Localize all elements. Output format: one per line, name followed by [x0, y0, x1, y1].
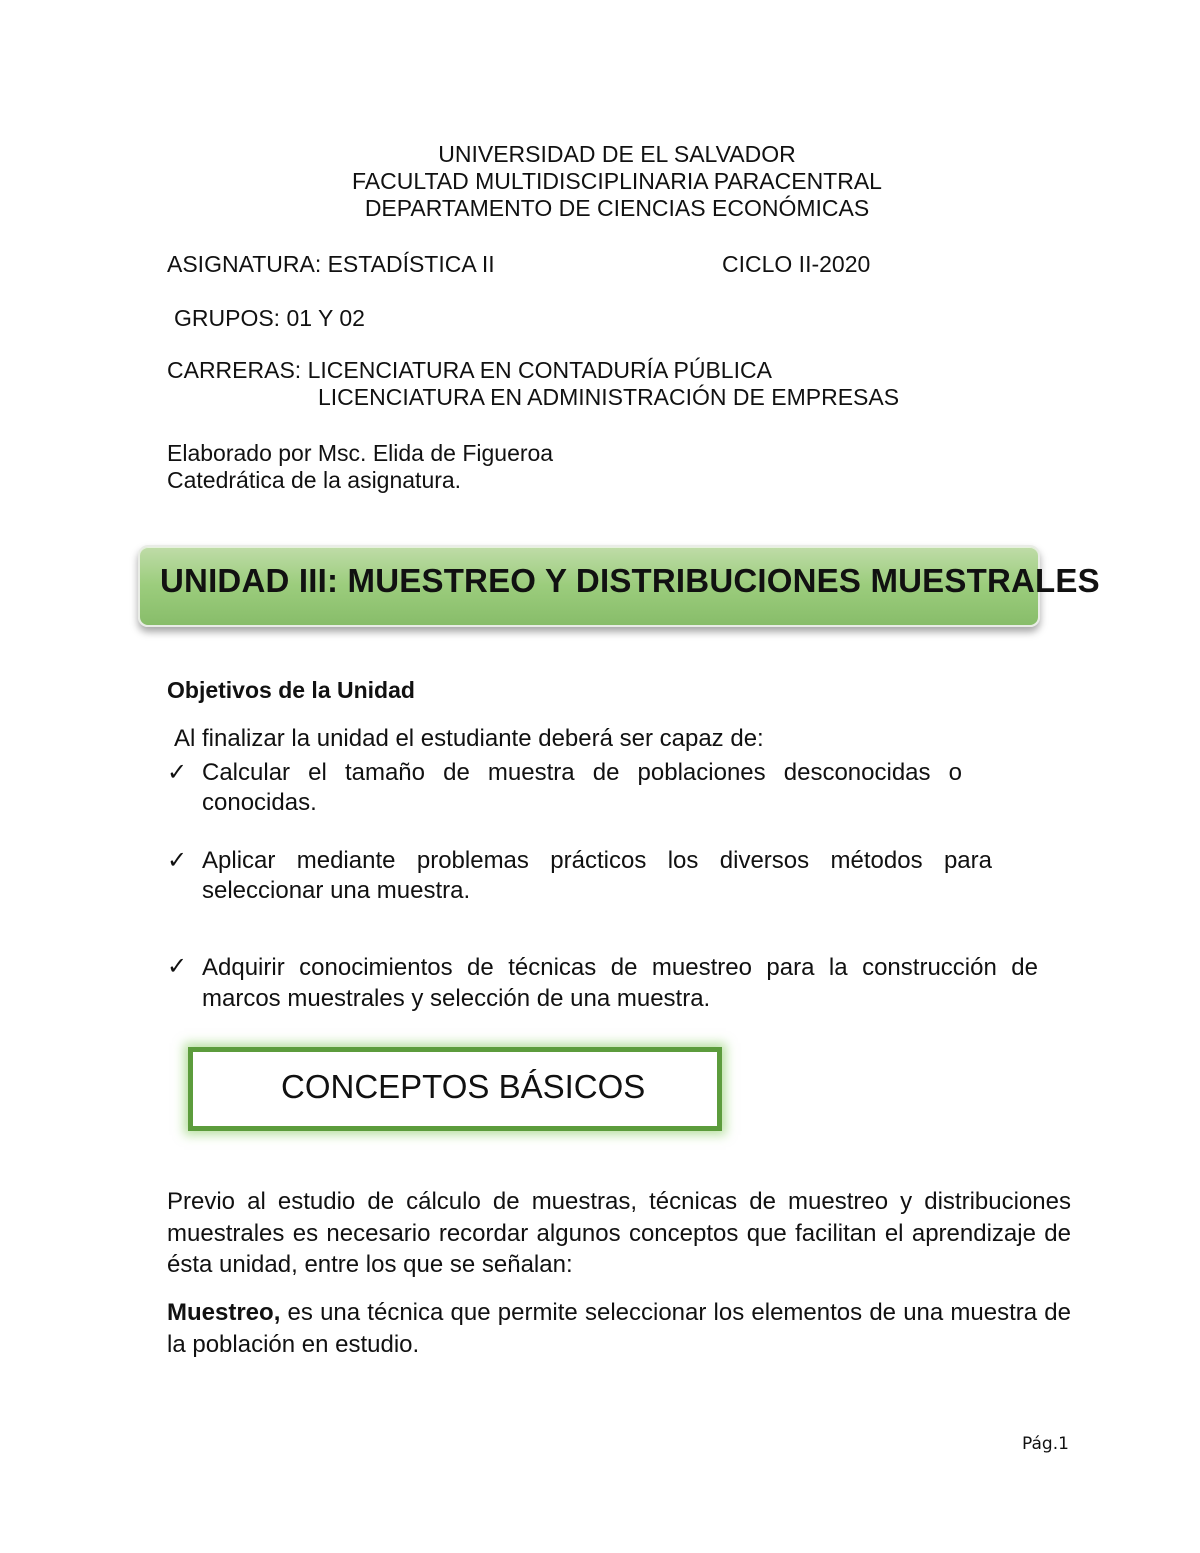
objectives-intro: Al finalizar la unidad el estudiante deberá ser capaz de:: [174, 725, 764, 752]
definition-paragraph: [167, 1297, 1071, 1360]
university-name: UNIVERSIDAD DE EL SALVADOR: [438, 141, 796, 167]
objective-item: Aplicar mediante problemas prácticos los diversos métodos para seleccionar una muestra.: [202, 847, 992, 904]
concepts-title: CONCEPTOS BÁSICOS: [281, 1068, 646, 1105]
author-line: Elaborado por Msc. Elida de Figueroa: [167, 440, 554, 466]
intro-paragraph: Previo al estudio de cálculo de muestras, técnicas de muestreo y distribuciones muestrales es necesario recordar algunos conceptos que facilitan el aprendizaje de ésta unidad, entre los que se señalan:: [167, 1188, 1071, 1278]
unit-title: UNIDAD III: MUESTREO Y DISTRIBUCIONES MUESTRALES: [160, 562, 1100, 599]
faculty-name: FACULTAD MULTIDISCIPLINARIA PARACENTRAL: [352, 168, 882, 194]
objective-item: Calcular el tamaño de muestra de poblaciones desconocidas o conocidas.: [202, 759, 962, 816]
careers-line: CARRERAS: LICENCIATURA EN CONTADURÍA PÚBLICA: [167, 357, 772, 383]
groups-line: GRUPOS: 01 Y 02: [174, 305, 365, 331]
check-icon: ✓: [167, 847, 188, 874]
cycle-line: CICLO II-2020: [722, 251, 871, 277]
unit-banner: [138, 545, 1100, 627]
subject-line: ASIGNATURA: ESTADÍSTICA II: [167, 251, 495, 277]
page-number: Pág.1: [1022, 1434, 1069, 1454]
department-name: DEPARTAMENTO DE CIENCIAS ECONÓMICAS: [364, 195, 870, 221]
author-role-line: Catedrática de la asignatura.: [167, 467, 462, 493]
definition-text: es una técnica que permite seleccionar los elementos de una muestra de la población en estudio.: [167, 1299, 1071, 1358]
career-second-line: LICENCIATURA EN ADMINISTRACIÓN DE EMPRESAS: [318, 384, 900, 410]
objectives-heading: Objetivos de la Unidad: [167, 677, 415, 703]
objective-item: Adquirir conocimientos de técnicas de muestreo para la construcción de marcos muestrales y selección de una muestra.: [202, 954, 1038, 1012]
check-icon: ✓: [167, 953, 188, 980]
definition-term: Muestreo,: [167, 1299, 281, 1326]
concepts-box: [188, 1047, 722, 1131]
check-icon: ✓: [167, 759, 188, 786]
